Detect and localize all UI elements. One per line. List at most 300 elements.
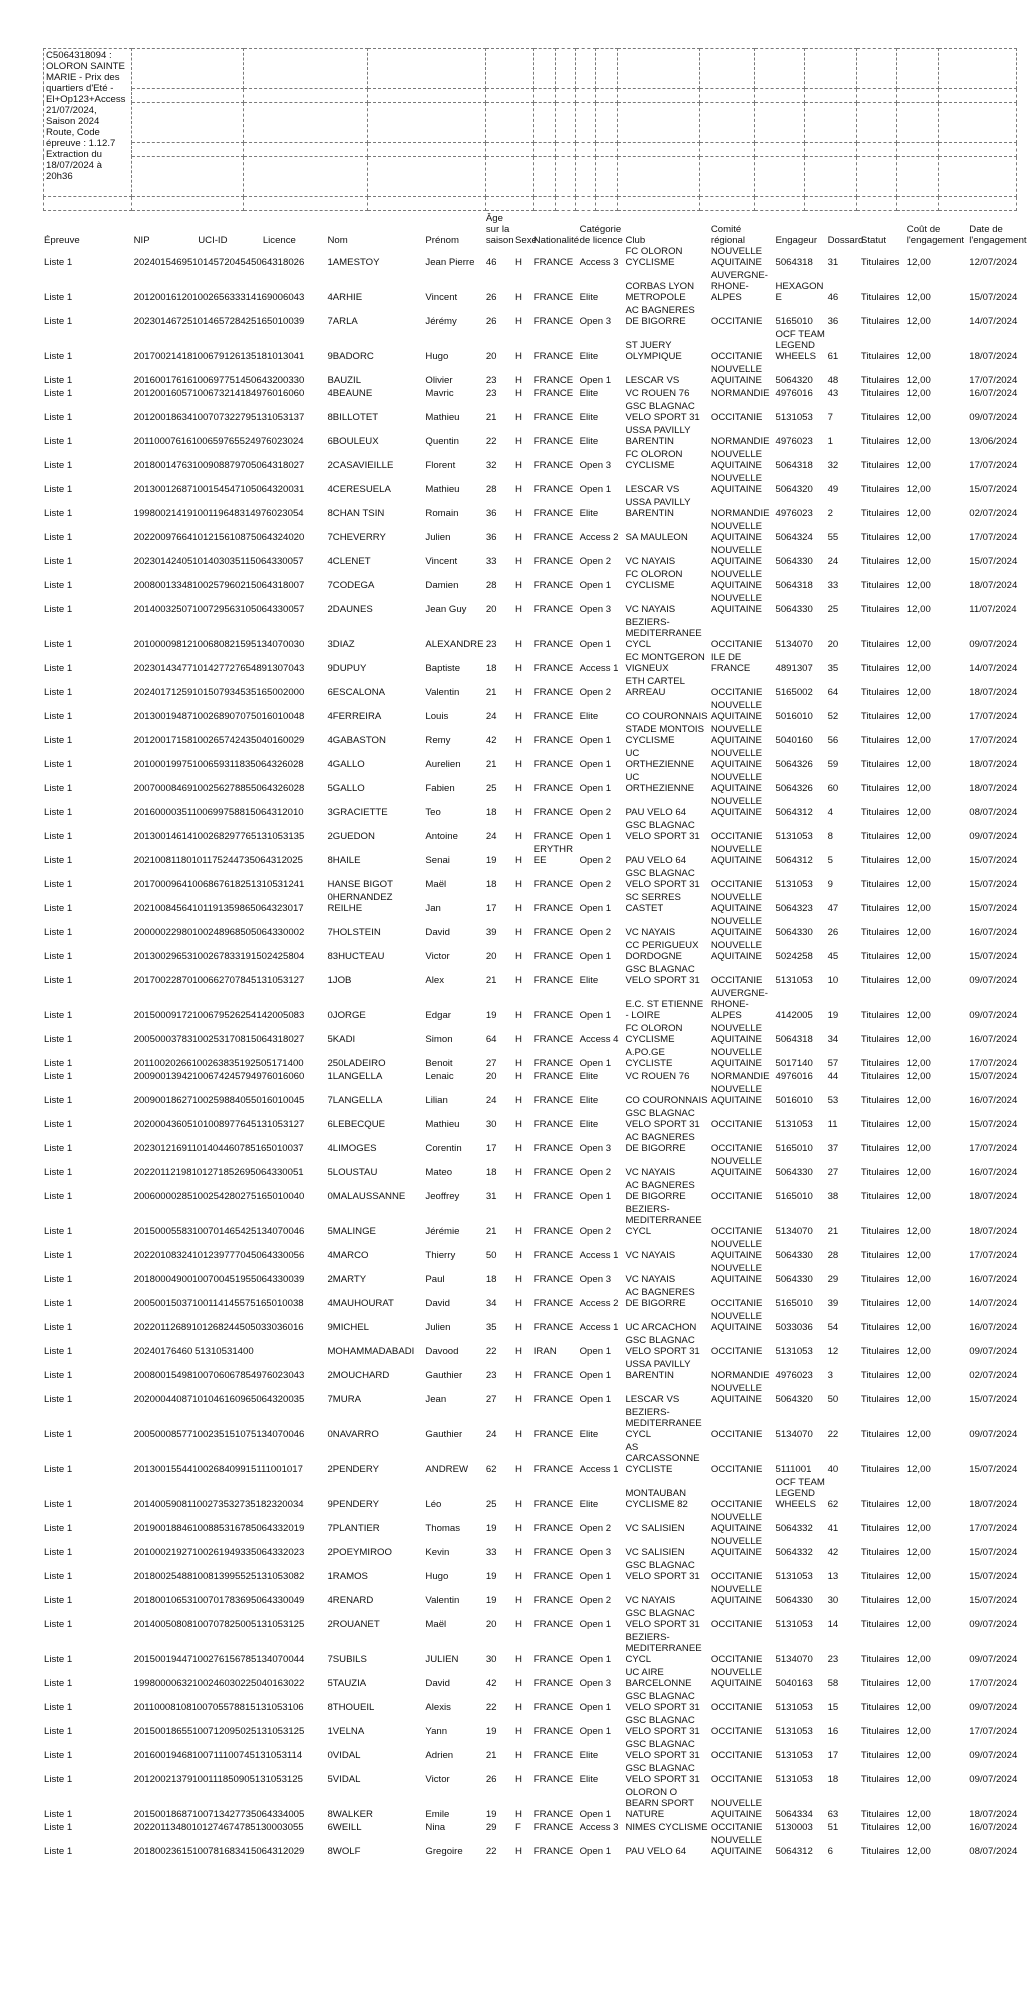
- cell-epreuve: Liste 1: [44, 316, 73, 327]
- cell-nat: FRANCE: [533, 1071, 574, 1082]
- cell-engageur: 5134070: [775, 1654, 813, 1665]
- cell-cout: 12,00: [906, 1750, 931, 1761]
- cell-club: BEZIERS-MEDITERRANEE CYCL: [625, 1204, 702, 1237]
- table-row: [43, 1512, 1033, 1536]
- cell-cout: 12,00: [906, 1010, 931, 1021]
- cell-age: 19: [485, 1809, 497, 1820]
- cell-nat: FRANCE: [533, 604, 574, 615]
- cell-comite: NOUVELLE AQUITAINE: [710, 1311, 763, 1333]
- cell-age: 21: [485, 412, 497, 423]
- cell-engageur: 4976016: [775, 1071, 813, 1082]
- cell-id: 20060000285100254280275165010040: [133, 1191, 305, 1202]
- cell-cat: Open 1: [579, 759, 612, 770]
- grid-cell: [596, 89, 618, 103]
- cell-comite: NOUVELLE AQUITAINE: [710, 1239, 763, 1261]
- cell-nom: 8THOUEIL: [327, 1702, 375, 1713]
- grid-cell: [897, 49, 939, 89]
- cell-prenom: Kevin: [425, 1547, 450, 1558]
- cell-nom: 8CHAN TSIN: [327, 508, 385, 519]
- cell-age: 26: [485, 1774, 497, 1785]
- cell-dossard: 63: [827, 1809, 839, 1820]
- grid-cell: [755, 103, 805, 143]
- cell-cout: 12,00: [906, 1034, 931, 1045]
- cell-statut: Titulaires: [860, 1034, 900, 1045]
- cell-id: 20110007616100659765524976023024: [133, 436, 304, 447]
- cell-age: 20: [485, 604, 497, 615]
- cell-statut: Titulaires: [860, 975, 900, 986]
- table-row: [43, 916, 1033, 940]
- cell-club: GSC BLAGNAC VELO SPORT 31: [625, 964, 700, 986]
- cell-id: 20220108324101239777045064330056: [133, 1250, 305, 1261]
- cell-date: 17/07/2024: [969, 1250, 1018, 1261]
- cell-date: 15/07/2024: [969, 951, 1018, 962]
- cell-age: 26: [485, 292, 497, 303]
- grid-cell: [576, 49, 596, 89]
- cell-comite: NOUVELLE AQUITAINE: [710, 1023, 763, 1045]
- cell-nom: 0MALAUSSANNE: [327, 1191, 406, 1202]
- cell-prenom: Valentin: [425, 1595, 460, 1606]
- cell-cat: Open 1: [579, 735, 612, 746]
- cell-engageur: 5064330: [775, 1274, 813, 1285]
- cell-dossard: 44: [827, 1071, 839, 1082]
- cell-comite: NORMANDIE: [710, 1370, 770, 1381]
- cell-date: 16/07/2024: [969, 1274, 1018, 1285]
- cell-date: 15/07/2024: [969, 556, 1018, 567]
- cell-nat: FRANCE: [533, 316, 574, 327]
- cell-club: PAU VELO 64: [625, 1846, 687, 1857]
- table-row: [43, 1442, 1033, 1477]
- cell-dossard: 64: [827, 687, 839, 698]
- cell-engageur: 5033036: [775, 1322, 813, 1333]
- cell-sexe: H: [515, 412, 522, 423]
- cell-age: 33: [485, 1547, 497, 1558]
- cell-engageur: 5064320: [775, 484, 813, 495]
- cell-cat: Open 1: [579, 1846, 612, 1857]
- cell-id: 20180004900100700451955064330039: [133, 1274, 305, 1285]
- cell-nat: FRANCE: [533, 1464, 574, 1475]
- column-header: Sexe: [515, 235, 537, 246]
- cell-date: 15/07/2024: [969, 1394, 1018, 1405]
- cell-statut: Titulaires: [860, 735, 900, 746]
- table-row: [43, 521, 1033, 545]
- cell-id: 20100021927100261949335064332023: [133, 1547, 305, 1558]
- cell-prenom: Gauthier: [425, 1429, 463, 1440]
- cell-statut: Titulaires: [860, 1250, 900, 1261]
- cell-cat: Elite: [579, 1429, 599, 1440]
- cell-statut: Titulaires: [860, 436, 900, 447]
- cell-nat: FRANCE: [533, 556, 574, 567]
- cell-engageur: 5064330: [775, 1595, 813, 1606]
- cell-nom: 2GUEDON: [327, 831, 375, 842]
- grid-cell: [556, 49, 576, 89]
- column-header: Épreuve: [44, 235, 80, 246]
- cell-comite: NOUVELLE AQUITAINE: [710, 1512, 763, 1534]
- cell-dossard: 34: [827, 1034, 839, 1045]
- cell-sexe: H: [515, 1370, 522, 1381]
- cell-dossard: 58: [827, 1678, 839, 1689]
- cell-date: 15/07/2024: [969, 1464, 1018, 1475]
- cell-cat: Access 4: [579, 1034, 619, 1045]
- cell-date: 18/07/2024: [969, 1191, 1018, 1202]
- cell-dossard: 48: [827, 375, 839, 386]
- cell-club: BEZIERS-MEDITERRANEE CYCL: [625, 1632, 702, 1665]
- cell-nom: 7MURA: [327, 1394, 362, 1405]
- cell-date: 15/07/2024: [969, 903, 1018, 914]
- cell-club: GSC BLAGNAC VELO SPORT 31: [625, 1715, 700, 1737]
- table-row: [43, 473, 1033, 497]
- cell-date: 11/07/2024: [969, 604, 1017, 615]
- cell-sexe: H: [515, 735, 522, 746]
- cell-club: VC NAYAIS: [625, 556, 676, 567]
- cell-cout: 12,00: [906, 1394, 931, 1405]
- column-header: Nationalité: [533, 235, 580, 246]
- cell-cout: 12,00: [906, 580, 931, 591]
- cell-club: MONTAUBAN CYCLISME 82: [625, 1488, 688, 1510]
- cell-cat: Elite: [579, 388, 599, 399]
- cell-prenom: Teo: [425, 807, 441, 818]
- cell-nat: FRANCE: [533, 1595, 574, 1606]
- cell-prenom: Hugo: [425, 351, 449, 362]
- cell-sexe: H: [515, 1678, 522, 1689]
- cell-dossard: 35: [827, 663, 839, 674]
- cell-age: 26: [485, 316, 497, 327]
- cell-statut: Titulaires: [860, 1429, 900, 1440]
- cell-prenom: Edgar: [425, 1010, 451, 1021]
- cell-comite: NORMANDIE: [710, 388, 770, 399]
- cell-epreuve: Liste 1: [44, 375, 73, 386]
- cell-engageur: 5131053: [775, 975, 813, 986]
- cell-epreuve: Liste 1: [44, 735, 73, 746]
- cell-club: OLORON O BEARN SPORT NATURE: [625, 1787, 694, 1820]
- cell-nom: 0VIDAL: [327, 1750, 361, 1761]
- grid-cell: [244, 89, 368, 103]
- cell-age: 22: [485, 1346, 497, 1357]
- cell-nom: 2POEYMIROO: [327, 1547, 392, 1558]
- table-row: [43, 425, 1033, 449]
- cell-age: 22: [485, 436, 497, 447]
- cell-comite: NOUVELLE AQUITAINE: [710, 1084, 763, 1106]
- cell-club: AC BAGNERES DE BIGORRE: [625, 305, 695, 327]
- cell-club: GSC BLAGNAC VELO SPORT 31: [625, 1691, 700, 1713]
- cell-dossard: 21: [827, 1226, 839, 1237]
- cell-cout: 12,00: [906, 1226, 931, 1237]
- cell-nat: FRANCE: [533, 1010, 574, 1021]
- cell-sexe: H: [515, 1464, 522, 1475]
- cell-sexe: H: [515, 1595, 522, 1606]
- cell-age: 32: [485, 460, 497, 471]
- cell-club: VC NAYAIS: [625, 1167, 676, 1178]
- cell-id: 20150018655100712095025131053125: [133, 1726, 305, 1737]
- cell-id: 20210081180101175244735064312025: [133, 855, 303, 866]
- cell-age: 30: [485, 1654, 497, 1665]
- grid-cell: [534, 103, 556, 143]
- cell-dossard: 39: [827, 1298, 839, 1309]
- table-row: [43, 1311, 1033, 1335]
- cell-comite: OCCITANIE: [710, 1191, 763, 1202]
- cell-club: GSC BLAGNAC VELO SPORT 31: [625, 1108, 700, 1130]
- cell-prenom: Mathieu: [425, 1119, 460, 1130]
- cell-sexe: H: [515, 292, 522, 303]
- cell-engageur: 5064323: [775, 903, 813, 914]
- cell-id: 20050015037100114145575165010038: [133, 1298, 304, 1309]
- cell-nat: FRANCE: [533, 759, 574, 770]
- cell-age: 50: [485, 1250, 497, 1261]
- cell-sexe: H: [515, 1250, 522, 1261]
- cell-date: 16/07/2024: [969, 1034, 1018, 1045]
- cell-nat: ERYTHREE: [533, 844, 574, 866]
- cell-dossard: 54: [827, 1322, 839, 1333]
- grid-cell: [897, 103, 939, 143]
- cell-date: 09/07/2024: [969, 1702, 1018, 1713]
- cell-nat: FRANCE: [533, 1654, 574, 1665]
- cell-prenom: Olivier: [425, 375, 453, 386]
- cell-prenom: Senai: [425, 855, 450, 866]
- cell-age: 28: [485, 580, 497, 591]
- grid-cell: [618, 103, 700, 143]
- cell-nat: FRANCE: [533, 1095, 574, 1106]
- cell-statut: Titulaires: [860, 1846, 900, 1857]
- grid-cell: [857, 103, 897, 143]
- cell-comite: NOUVELLE AQUITAINE: [710, 246, 763, 268]
- grid-cell: [755, 89, 805, 103]
- cell-prenom: Jérémy: [425, 316, 457, 327]
- cell-prenom: Victor: [425, 1774, 450, 1785]
- cell-sexe: H: [515, 807, 522, 818]
- cell-nom: 6LEBECQUE: [327, 1119, 386, 1130]
- cell-statut: Titulaires: [860, 1071, 900, 1082]
- cell-club: UC ARCACHON: [625, 1322, 697, 1333]
- cell-id: 20240176460 51310531400: [133, 1346, 254, 1357]
- grid-cell: [897, 89, 939, 103]
- cell-engageur: 5131053: [775, 412, 813, 423]
- grid-cell: [486, 157, 534, 197]
- cell-epreuve: Liste 1: [44, 1464, 73, 1475]
- cell-epreuve: Liste 1: [44, 1034, 73, 1045]
- cell-date: 15/07/2024: [969, 484, 1018, 495]
- cell-club: GSC BLAGNAC VELO SPORT 31: [625, 401, 700, 423]
- cell-nat: FRANCE: [533, 783, 574, 794]
- cell-dossard: 17: [827, 1750, 839, 1761]
- cell-cout: 12,00: [906, 436, 931, 447]
- table-row: [43, 1335, 1033, 1359]
- cell-comite: OCCITANIE: [710, 1346, 763, 1357]
- cell-prenom: Romain: [425, 508, 459, 519]
- cell-age: 21: [485, 975, 497, 986]
- cell-epreuve: Liste 1: [44, 580, 73, 591]
- cell-nom: 7CODEGA: [327, 580, 375, 591]
- table-row: [43, 364, 1033, 388]
- cell-id: 20120017158100265742435040160029: [133, 735, 305, 746]
- cell-sexe: H: [515, 556, 522, 567]
- cell-statut: Titulaires: [860, 1095, 900, 1106]
- cell-age: 20: [485, 951, 497, 962]
- cell-date: 09/07/2024: [969, 1010, 1018, 1021]
- cell-nom: 9DUPUY: [327, 663, 367, 674]
- grid-cell: [755, 49, 805, 89]
- cell-date: 17/07/2024: [969, 735, 1018, 746]
- cell-nat: FRANCE: [533, 975, 574, 986]
- cell-engageur: 5064330: [775, 604, 813, 615]
- cell-comite: NOUVELLE AQUITAINE: [710, 700, 763, 722]
- cell-comite: OCCITANIE: [710, 879, 763, 890]
- cell-cat: Open 2: [579, 879, 612, 890]
- cell-cout: 12,00: [906, 927, 931, 938]
- cell-id: 20130012687100154547105064320031: [133, 484, 305, 495]
- cell-prenom: ALEXANDRE: [425, 639, 484, 650]
- cell-id: 20240154695101457204545064318026: [133, 257, 305, 268]
- cell-prenom: Emile: [425, 1809, 450, 1820]
- cell-cout: 12,00: [906, 556, 931, 567]
- table-row: [43, 1632, 1033, 1667]
- table-row: [43, 1822, 1033, 1835]
- cell-sexe: H: [515, 1571, 522, 1582]
- cell-id: 20210084564101191359865064323017: [133, 903, 304, 914]
- cell-nom: 2PENDERY: [327, 1464, 379, 1475]
- cell-engageur: 5064312: [775, 1846, 813, 1857]
- column-header: Comité régional: [710, 224, 746, 246]
- cell-id: 20100019975100659311835064326028: [133, 759, 304, 770]
- cell-nom: 4MARCO: [327, 1250, 369, 1261]
- cell-engageur: 5064320: [775, 375, 813, 386]
- cell-sexe: H: [515, 1191, 522, 1202]
- cell-cout: 12,00: [906, 375, 931, 386]
- grid-cell: [596, 157, 618, 197]
- cell-cat: Elite: [579, 1499, 599, 1510]
- grid-cell: [368, 49, 486, 89]
- cell-age: 22: [485, 1702, 497, 1713]
- cell-prenom: Mateo: [425, 1167, 453, 1178]
- cell-age: 18: [485, 663, 497, 674]
- cell-epreuve: Liste 1: [44, 759, 73, 770]
- table-row: [43, 1108, 1033, 1132]
- cell-cout: 12,00: [906, 1058, 931, 1069]
- cell-id: 20120016120100265633314169006043: [133, 292, 305, 303]
- cell-cout: 12,00: [906, 1370, 931, 1381]
- cell-dossard: 22: [827, 1429, 839, 1440]
- cell-dossard: 8: [827, 831, 833, 842]
- cell-cat: Open 1: [579, 1726, 612, 1737]
- cell-prenom: Thomas: [425, 1523, 461, 1534]
- table-row: [43, 1383, 1033, 1407]
- cell-statut: Titulaires: [860, 1058, 900, 1069]
- cell-epreuve: Liste 1: [44, 388, 73, 399]
- cell-statut: Titulaires: [860, 1523, 900, 1534]
- cell-cat: Open 2: [579, 927, 612, 938]
- cell-cout: 12,00: [906, 1678, 931, 1689]
- cell-dossard: 31: [827, 257, 839, 268]
- cell-cout: 12,00: [906, 484, 931, 495]
- cell-engageur: 5064330: [775, 927, 813, 938]
- cell-statut: Titulaires: [860, 1167, 900, 1178]
- cell-date: 15/07/2024: [969, 1571, 1018, 1582]
- cell-comite: NOUVELLE AQUITAINE: [710, 916, 763, 938]
- cell-date: 18/07/2024: [969, 351, 1018, 362]
- cell-id: 19980021419100119648314976023054: [133, 508, 304, 519]
- grid-cell: [618, 89, 700, 103]
- cell-cout: 12,00: [906, 1774, 931, 1785]
- cell-date: 15/07/2024: [969, 1071, 1018, 1082]
- cell-cat: Elite: [579, 412, 599, 423]
- cell-dossard: 45: [827, 951, 839, 962]
- cell-date: 17/07/2024: [969, 711, 1018, 722]
- cell-nat: FRANCE: [533, 1547, 574, 1558]
- cell-engageur: 5131053: [775, 1774, 813, 1785]
- cell-club: VC SALISIEN: [625, 1547, 685, 1558]
- cell-age: 46: [485, 257, 497, 268]
- table-row: [43, 449, 1033, 473]
- grid-cell: [939, 103, 1017, 143]
- cell-id: 20180023615100781683415064312029: [133, 1846, 305, 1857]
- cell-club: VC NAYAIS: [625, 604, 676, 615]
- cell-nat: FRANCE: [533, 1523, 574, 1534]
- table-row: [43, 1023, 1033, 1047]
- cell-sexe: H: [515, 484, 522, 495]
- cell-sexe: H: [515, 1298, 522, 1309]
- cell-sexe: H: [515, 1226, 522, 1237]
- cell-nat: FRANCE: [533, 351, 574, 362]
- grid-cell: [534, 49, 556, 89]
- cell-engageur: 5134070: [775, 1226, 813, 1237]
- cell-club: USSA PAVILLY BARENTIN: [625, 497, 691, 519]
- cell-comite: NOUVELLE AQUITAINE: [710, 844, 763, 866]
- cell-cat: Open 1: [579, 639, 612, 650]
- cell-age: 21: [485, 759, 497, 770]
- cell-sexe: H: [515, 1523, 522, 1534]
- cell-engageur: 5064326: [775, 783, 813, 794]
- cell-epreuve: Liste 1: [44, 927, 73, 938]
- cell-dossard: 16: [827, 1726, 839, 1737]
- cell-club: SC SERRES CASTET: [625, 892, 681, 914]
- cell-dossard: 29: [827, 1274, 839, 1285]
- cell-dossard: 50: [827, 1394, 839, 1405]
- cell-sexe: H: [515, 903, 522, 914]
- column-header: NIP: [133, 235, 150, 246]
- cell-id: 20150018687100713427735064334005: [133, 1809, 305, 1820]
- grid-cell: [805, 103, 857, 143]
- cell-statut: Titulaires: [860, 257, 900, 268]
- table-row: [43, 700, 1033, 724]
- cell-statut: Titulaires: [860, 1274, 900, 1285]
- cell-cout: 12,00: [906, 1654, 931, 1665]
- cell-comite: OCCITANIE: [710, 1750, 763, 1761]
- cell-statut: Titulaires: [860, 1464, 900, 1475]
- cell-nat: FRANCE: [533, 1370, 574, 1381]
- cell-prenom: Benoit: [425, 1058, 453, 1069]
- cell-nat: FRANCE: [533, 1678, 574, 1689]
- table-row: [43, 772, 1033, 796]
- cell-sexe: H: [515, 604, 522, 615]
- cell-prenom: Maël: [425, 1619, 447, 1630]
- cell-nat: FRANCE: [533, 1429, 574, 1440]
- grid-cell: [132, 143, 244, 157]
- table-row: [43, 676, 1033, 700]
- cell-club: VC NAYAIS: [625, 927, 676, 938]
- grid-cell: [939, 143, 1017, 157]
- cell-cat: Open 2: [579, 1595, 612, 1606]
- cell-cout: 12,00: [906, 1464, 931, 1475]
- cell-comite: AUVERGNE-RHONE-ALPES: [710, 270, 768, 303]
- cell-dossard: 36: [827, 316, 839, 327]
- cell-cout: 12,00: [906, 257, 931, 268]
- cell-date: 18/07/2024: [969, 1499, 1018, 1510]
- cell-sexe: H: [515, 951, 522, 962]
- cell-cout: 12,00: [906, 1809, 931, 1820]
- cell-cout: 12,00: [906, 1726, 931, 1737]
- cell-epreuve: Liste 1: [44, 1322, 73, 1333]
- cell-engageur: 5131053: [775, 1346, 813, 1357]
- cell-age: 19: [485, 1571, 497, 1582]
- cell-prenom: Damien: [425, 580, 459, 591]
